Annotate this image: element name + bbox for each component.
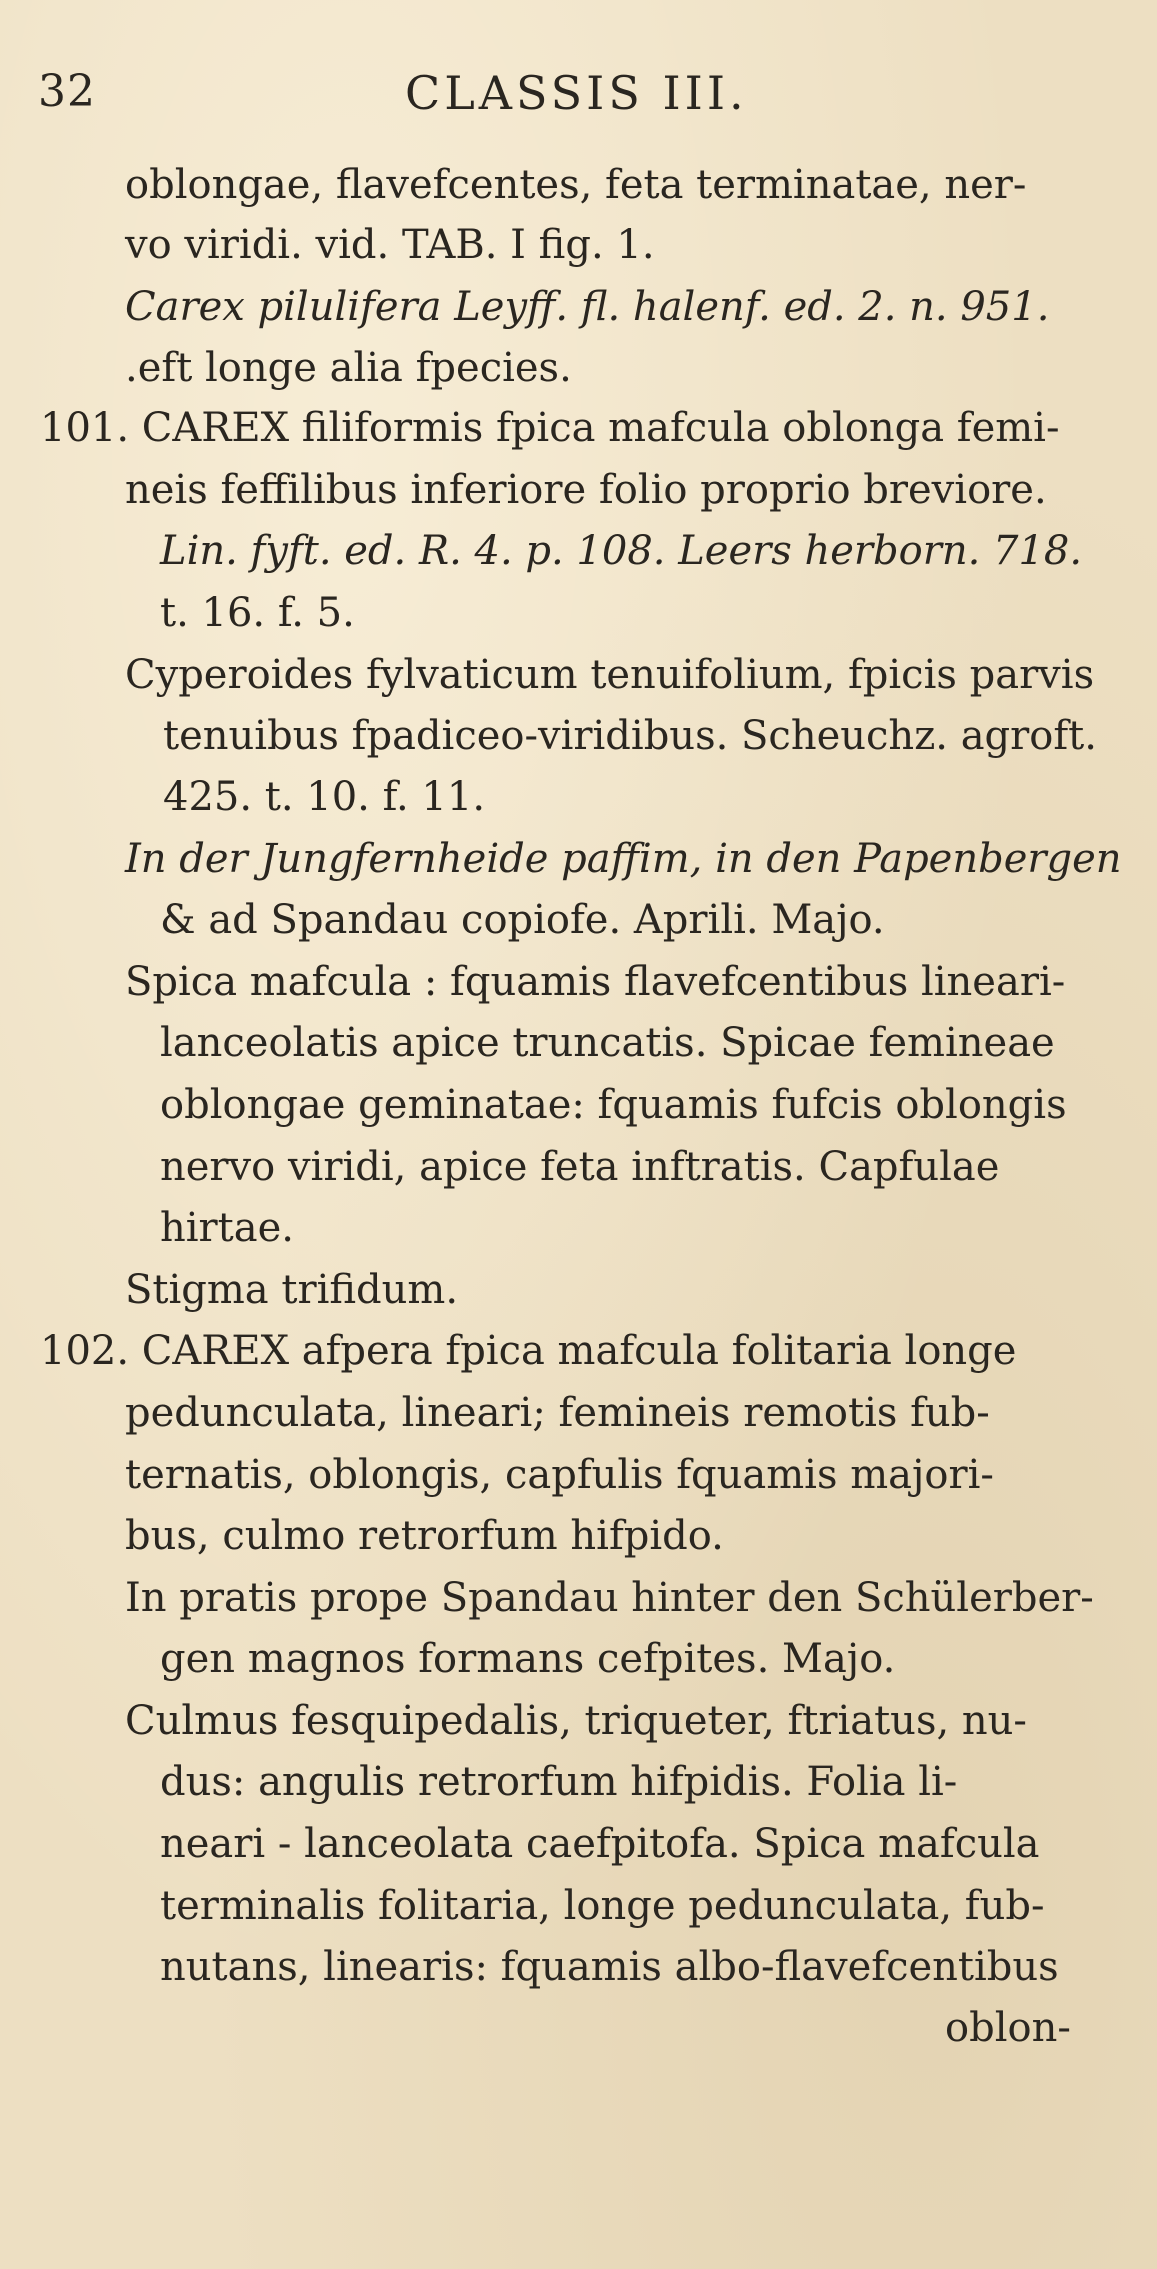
- text-line: nervo viridi, apice feta inftratis. Capfulae: [160, 1144, 1000, 1190]
- page-number: 32: [38, 66, 96, 117]
- text-line: bus, culmo retrorfum hifpido.: [125, 1513, 724, 1559]
- text-line: dus: angulis retrorfum hifpidis. Folia li-: [160, 1759, 958, 1805]
- text-line: hirtae.: [160, 1205, 294, 1251]
- text-line: t. 16. f. 5.: [160, 590, 355, 636]
- text-line: lanceolatis apice truncatis. Spicae femineae: [160, 1020, 1055, 1066]
- text-line: ternatis, oblongis, capfulis fquamis majori-: [125, 1452, 994, 1498]
- text-line: Cyperoides fylvaticum tenuifolium, fpicis parvis: [125, 652, 1095, 698]
- text-line: & ad Spandau copiofe. Aprili. Majo.: [160, 897, 885, 943]
- catchword: oblon-: [945, 2005, 1071, 2051]
- text-line: Carex pilulifera Leyff. fl. halenf. ed. 2. n. 951.: [125, 284, 1050, 330]
- running-head: CLASSIS III.: [405, 66, 748, 120]
- text-line: gen magnos formans cefpites. Majo.: [160, 1636, 896, 1682]
- text-line: neari - lanceolata caefpitofa. Spica mafcula: [160, 1821, 1040, 1867]
- text-line: 425. t. 10. f. 11.: [163, 774, 486, 820]
- text-line: tenuibus fpadiceo-viridibus. Scheuchz. agroft.: [163, 713, 1097, 759]
- text-line: .eft longe alia fpecies.: [125, 345, 572, 391]
- text-line: oblongae, flavefcentes, feta terminatae, ner-: [125, 162, 1027, 208]
- text-line: Culmus fesquipedalis, triqueter, ftriatus, nu-: [125, 1698, 1027, 1744]
- entry-line-101: 101. CAREX filiformis fpica mafcula oblonga femi-: [40, 405, 1060, 451]
- text-line: vo viridi. vid. TAB. I fig. 1.: [125, 222, 655, 268]
- text-line: Stigma trifidum.: [125, 1267, 459, 1313]
- text-line: neis feffilibus inferiore folio proprio breviore.: [125, 467, 1047, 513]
- text-line: Spica mafcula : fquamis flavefcentibus lineari-: [125, 959, 1066, 1005]
- text-line: oblongae geminatae: fquamis fufcis oblongis: [160, 1082, 1067, 1128]
- text-line: nutans, linearis: fquamis albo-flavefcentibus: [160, 1944, 1059, 1990]
- text-line: In der Jungfernheide paffim, in den Papenbergen: [125, 836, 1122, 882]
- entry-line-102: 102. CAREX afpera fpica mafcula folitaria longe: [40, 1328, 1017, 1374]
- text-line: Lin. fyft. ed. R. 4. p. 108. Leers herborn. 718.: [160, 528, 1083, 574]
- text-line: In pratis prope Spandau hinter den Schülerber-: [125, 1575, 1094, 1621]
- text-line: terminalis folitaria, longe pedunculata, fub-: [160, 1883, 1045, 1929]
- text-line: pedunculata, lineari; femineis remotis fub-: [125, 1390, 990, 1436]
